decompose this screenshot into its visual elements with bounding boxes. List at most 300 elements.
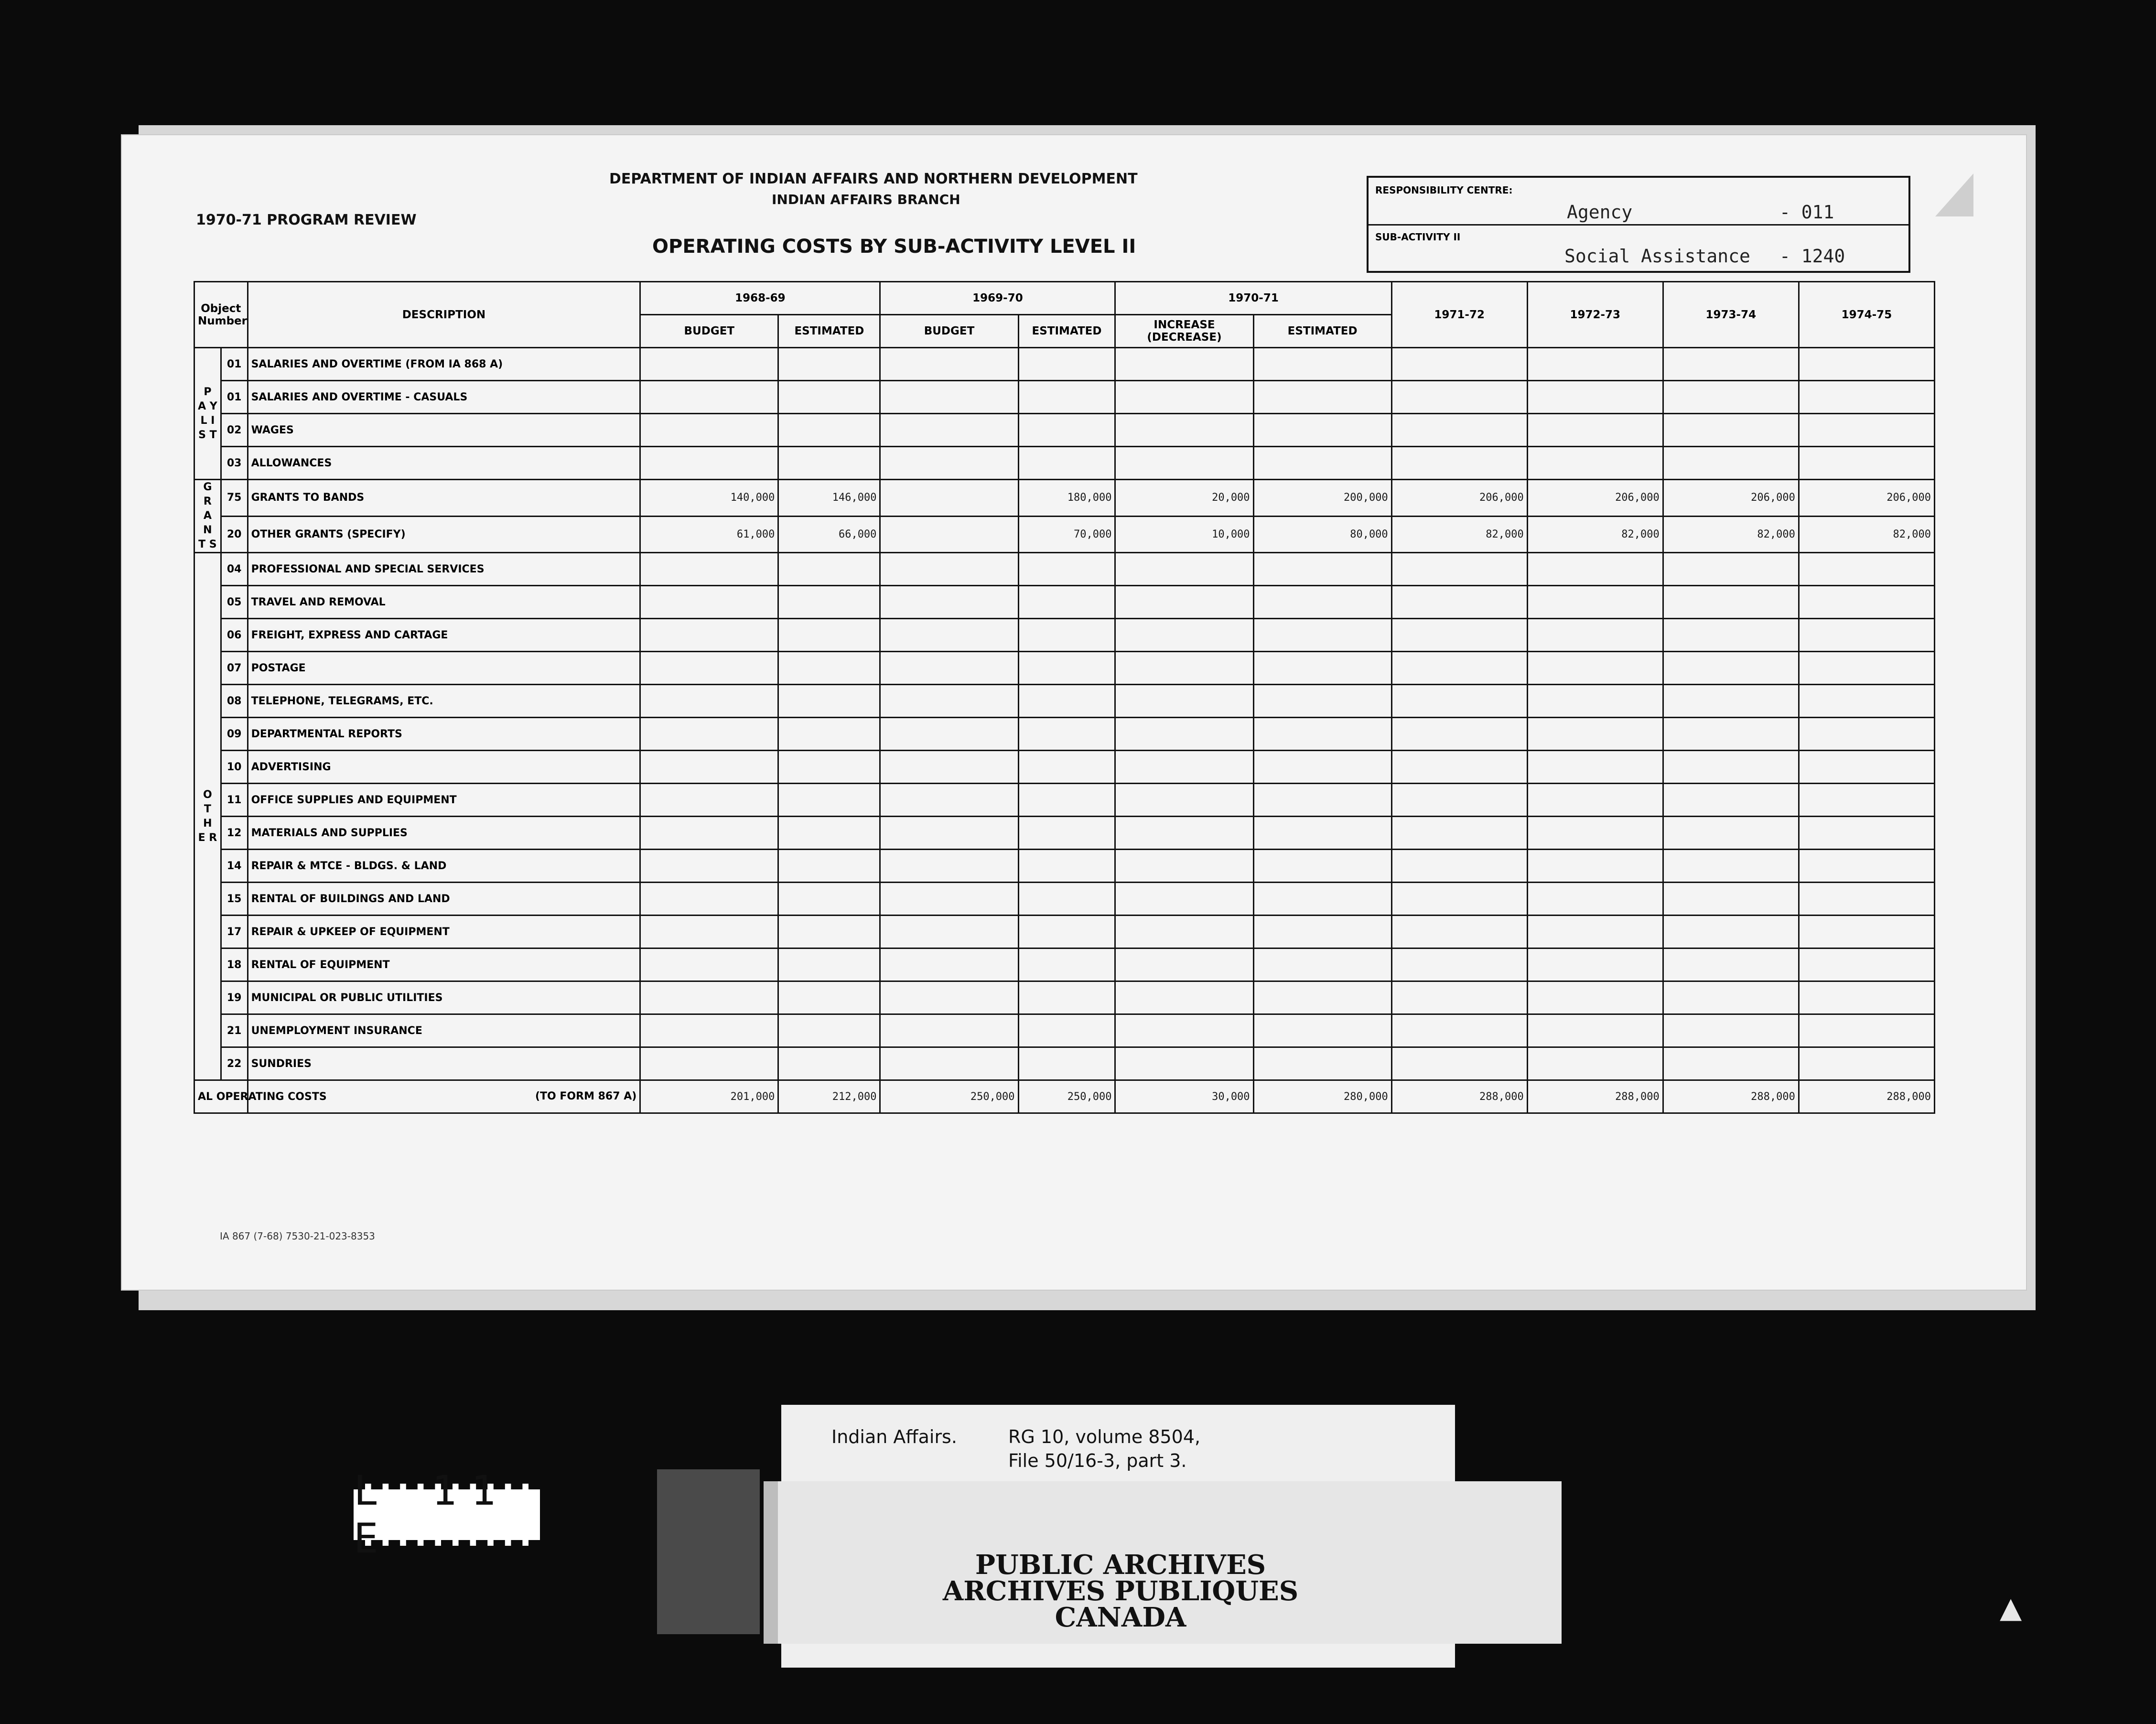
value-cell bbox=[880, 480, 1018, 517]
value-cell bbox=[640, 850, 778, 883]
value-cell bbox=[778, 981, 880, 1014]
operating-costs-table bbox=[194, 281, 1935, 1114]
value-cell bbox=[1115, 817, 1253, 850]
value-cell bbox=[1018, 751, 1115, 784]
value-cell bbox=[1799, 850, 1934, 883]
value-cell bbox=[1663, 1047, 1799, 1080]
description-cell: SUNDRIES bbox=[248, 1047, 640, 1080]
value-cell bbox=[880, 883, 1018, 916]
value-cell bbox=[1253, 981, 1391, 1014]
value-cell bbox=[1018, 348, 1115, 381]
object-number-cell: 07 bbox=[221, 652, 248, 685]
value-cell bbox=[1391, 1014, 1527, 1047]
value-cell bbox=[1018, 1047, 1115, 1080]
value-cell bbox=[640, 883, 778, 916]
total-label: AL OPERATING COSTS bbox=[194, 1080, 248, 1113]
object-number-cell: 10 bbox=[221, 751, 248, 784]
value-cell bbox=[880, 817, 1018, 850]
box-divider bbox=[1369, 224, 1908, 226]
value-cell bbox=[1018, 718, 1115, 751]
value-cell bbox=[1391, 784, 1527, 817]
description-cell: MUNICIPAL OR PUBLIC UTILITIES bbox=[248, 981, 640, 1014]
value-cell bbox=[1799, 652, 1934, 685]
other-group-label: O T H E R bbox=[194, 553, 221, 1080]
value-cell bbox=[1527, 817, 1663, 850]
value-cell bbox=[640, 553, 778, 586]
value-cell bbox=[1799, 685, 1934, 718]
value-cell bbox=[1018, 553, 1115, 586]
value-cell bbox=[1391, 447, 1527, 480]
value-cell bbox=[1391, 381, 1527, 414]
value-cell bbox=[1018, 447, 1115, 480]
object-number-cell: 21 bbox=[221, 1014, 248, 1047]
description-cell: RENTAL OF BUILDINGS AND LAND bbox=[248, 883, 640, 916]
value-cell: 206,000 bbox=[1663, 480, 1799, 517]
card-shadow-tab bbox=[657, 1469, 760, 1634]
description-cell: ALLOWANCES bbox=[248, 447, 640, 480]
value-cell bbox=[640, 981, 778, 1014]
value-cell bbox=[1018, 784, 1115, 817]
total-value-cell: 288,000 bbox=[1663, 1080, 1799, 1113]
value-cell bbox=[1663, 981, 1799, 1014]
responsibility-box bbox=[1367, 176, 1910, 273]
value-cell bbox=[640, 381, 778, 414]
value-cell bbox=[1527, 381, 1663, 414]
value-cell bbox=[640, 718, 778, 751]
value-cell bbox=[1391, 850, 1527, 883]
value-cell bbox=[1799, 619, 1934, 652]
value-cell bbox=[1391, 981, 1527, 1014]
table-row bbox=[194, 685, 1935, 718]
archive-file: File 50/16-3, part 3. bbox=[1008, 1450, 1187, 1471]
year-1973-header: 1973-74 bbox=[1663, 282, 1799, 348]
value-cell bbox=[1663, 586, 1799, 619]
value-cell: 82,000 bbox=[1799, 516, 1934, 553]
value-cell bbox=[1253, 652, 1391, 685]
value-cell bbox=[1115, 916, 1253, 948]
description-cell: FREIGHT, EXPRESS AND CARTAGE bbox=[248, 619, 640, 652]
value-cell bbox=[778, 916, 880, 948]
value-cell bbox=[1253, 447, 1391, 480]
table-row bbox=[194, 981, 1935, 1014]
value-cell bbox=[640, 751, 778, 784]
year-1974-header: 1974-75 bbox=[1799, 282, 1934, 348]
table-row bbox=[194, 948, 1935, 981]
value-cell bbox=[880, 619, 1018, 652]
description-cell: GRANTS TO BANDS bbox=[248, 480, 640, 517]
total-value-cell: 30,000 bbox=[1115, 1080, 1253, 1113]
value-cell bbox=[1527, 553, 1663, 586]
value-cell bbox=[1018, 586, 1115, 619]
sub-activity-label: SUB-ACTIVITY II bbox=[1375, 231, 1461, 243]
value-cell bbox=[1253, 948, 1391, 981]
value-cell bbox=[1253, 817, 1391, 850]
value-cell bbox=[1799, 414, 1934, 447]
object-number-cell: 75 bbox=[221, 480, 248, 517]
archive-stamp-line3: CANADA bbox=[1055, 1602, 1186, 1633]
value-cell bbox=[1018, 685, 1115, 718]
value-cell bbox=[1663, 850, 1799, 883]
description-cell: UNEMPLOYMENT INSURANCE bbox=[248, 1014, 640, 1047]
responsibility-centre-value: Agency bbox=[1567, 202, 1633, 223]
ledger-sheet bbox=[122, 135, 2026, 1290]
object-number-cell: 17 bbox=[221, 916, 248, 948]
value-cell: 20,000 bbox=[1115, 480, 1253, 517]
value-cell bbox=[1253, 348, 1391, 381]
description-cell: PROFESSIONAL AND SPECIAL SERVICES bbox=[248, 553, 640, 586]
value-cell: 10,000 bbox=[1115, 516, 1253, 553]
description-cell: TRAVEL AND REMOVAL bbox=[248, 586, 640, 619]
value-cell bbox=[1799, 586, 1934, 619]
value-cell bbox=[1115, 381, 1253, 414]
value-cell: 80,000 bbox=[1253, 516, 1391, 553]
value-cell bbox=[1115, 586, 1253, 619]
total-value-cell: 288,000 bbox=[1799, 1080, 1934, 1113]
value-cell bbox=[1018, 981, 1115, 1014]
value-cell: 146,000 bbox=[778, 480, 880, 517]
value-cell bbox=[1115, 948, 1253, 981]
value-cell bbox=[1018, 381, 1115, 414]
description-cell: RENTAL OF EQUIPMENT bbox=[248, 948, 640, 981]
value-cell bbox=[1799, 1014, 1934, 1047]
value-cell bbox=[1018, 414, 1115, 447]
year-1971-header: 1971-72 bbox=[1391, 282, 1527, 348]
value-cell bbox=[1115, 685, 1253, 718]
value-cell bbox=[880, 850, 1018, 883]
responsibility-centre-label: RESPONSIBILITY CENTRE: bbox=[1375, 184, 1513, 196]
description-cell: DEPARTMENTAL REPORTS bbox=[248, 718, 640, 751]
value-cell bbox=[1253, 850, 1391, 883]
value-cell bbox=[1253, 1014, 1391, 1047]
value-cell bbox=[1799, 784, 1934, 817]
object-number-cell: 14 bbox=[221, 850, 248, 883]
total-value-cell: 212,000 bbox=[778, 1080, 880, 1113]
table-row bbox=[194, 916, 1935, 948]
year-1969-header: 1969-70 bbox=[880, 282, 1115, 315]
value-cell bbox=[1663, 447, 1799, 480]
value-cell bbox=[778, 1047, 880, 1080]
value-cell bbox=[880, 948, 1018, 981]
value-cell bbox=[778, 817, 880, 850]
value-cell bbox=[1253, 553, 1391, 586]
value-cell bbox=[778, 850, 880, 883]
description-cell: ADVERTISING bbox=[248, 751, 640, 784]
value-cell bbox=[1115, 1047, 1253, 1080]
value-cell bbox=[1018, 948, 1115, 981]
value-cell bbox=[1663, 883, 1799, 916]
value-cell bbox=[640, 685, 778, 718]
object-number-cell: 06 bbox=[221, 619, 248, 652]
value-cell bbox=[880, 1014, 1018, 1047]
value-cell bbox=[880, 1047, 1018, 1080]
value-cell bbox=[880, 981, 1018, 1014]
folded-corner bbox=[1935, 173, 1973, 216]
value-cell bbox=[1391, 916, 1527, 948]
value-cell bbox=[1527, 751, 1663, 784]
object-number-cell: 11 bbox=[221, 784, 248, 817]
value-cell bbox=[880, 751, 1018, 784]
department-heading: DEPARTMENT OF INDIAN AFFAIRS AND NORTHERN DEVELOPMENT bbox=[609, 171, 1138, 187]
table-row bbox=[194, 883, 1935, 916]
value-cell bbox=[880, 586, 1018, 619]
sub-activity-value: Social Assistance bbox=[1564, 246, 1750, 267]
value-cell: 206,000 bbox=[1527, 480, 1663, 517]
value-cell bbox=[778, 718, 880, 751]
value-cell bbox=[880, 652, 1018, 685]
value-cell bbox=[880, 553, 1018, 586]
value-cell bbox=[1018, 916, 1115, 948]
value-cell bbox=[1253, 883, 1391, 916]
table-row bbox=[194, 381, 1935, 414]
value-cell bbox=[1527, 916, 1663, 948]
value-cell bbox=[778, 1014, 880, 1047]
value-cell bbox=[1663, 553, 1799, 586]
total-value-cell: 288,000 bbox=[1391, 1080, 1527, 1113]
object-number-cell: 19 bbox=[221, 981, 248, 1014]
value-cell bbox=[1799, 718, 1934, 751]
total-row bbox=[194, 1080, 1935, 1113]
object-number-cell: 02 bbox=[221, 414, 248, 447]
value-cell bbox=[1527, 784, 1663, 817]
value-cell bbox=[1391, 817, 1527, 850]
paylist-group-label: P A Y L I S T bbox=[194, 348, 221, 480]
value-cell bbox=[1391, 751, 1527, 784]
value-cell bbox=[1663, 916, 1799, 948]
estimated-c-header: ESTIMATED bbox=[1253, 315, 1391, 348]
value-cell bbox=[880, 348, 1018, 381]
table-row bbox=[194, 751, 1935, 784]
grants-group-label: G R A N T S bbox=[194, 480, 221, 553]
total-value-cell: 250,000 bbox=[880, 1080, 1018, 1113]
table-row bbox=[194, 652, 1935, 685]
value-cell bbox=[1018, 652, 1115, 685]
archive-tab-edge bbox=[764, 1481, 778, 1644]
archive-stamp-line2: ARCHIVES PUBLIQUES bbox=[942, 1575, 1299, 1607]
value-cell bbox=[1253, 414, 1391, 447]
value-cell bbox=[1391, 619, 1527, 652]
value-cell: 61,000 bbox=[640, 516, 778, 553]
estimated-b-header: ESTIMATED bbox=[1018, 315, 1115, 348]
value-cell bbox=[1663, 751, 1799, 784]
budget-b-header: BUDGET bbox=[880, 315, 1018, 348]
value-cell bbox=[640, 948, 778, 981]
table-row bbox=[194, 447, 1935, 480]
form-code: IA 867 (7-68) 7530-21-023-8353 bbox=[220, 1230, 375, 1242]
table-row bbox=[194, 1047, 1935, 1080]
value-cell bbox=[778, 381, 880, 414]
value-cell bbox=[1115, 718, 1253, 751]
value-cell bbox=[880, 685, 1018, 718]
value-cell: 140,000 bbox=[640, 480, 778, 517]
value-cell bbox=[1018, 883, 1115, 916]
table-row bbox=[194, 348, 1935, 381]
value-cell bbox=[1663, 414, 1799, 447]
value-cell bbox=[1391, 553, 1527, 586]
year-1970-header: 1970-71 bbox=[1115, 282, 1391, 315]
table-row bbox=[194, 414, 1935, 447]
description-cell: WAGES bbox=[248, 414, 640, 447]
table-row bbox=[194, 784, 1935, 817]
object-number-cell: 08 bbox=[221, 685, 248, 718]
value-cell bbox=[1663, 381, 1799, 414]
object-number-cell: 05 bbox=[221, 586, 248, 619]
value-cell: 70,000 bbox=[1018, 516, 1115, 553]
value-cell bbox=[778, 414, 880, 447]
object-number-cell: 03 bbox=[221, 447, 248, 480]
value-cell bbox=[778, 751, 880, 784]
table-row bbox=[194, 817, 1935, 850]
frame-number-label: L 11 E bbox=[354, 1484, 540, 1546]
archive-fonds: Indian Affairs. bbox=[831, 1426, 957, 1447]
value-cell bbox=[1253, 1047, 1391, 1080]
object-number-cell: 15 bbox=[221, 883, 248, 916]
value-cell bbox=[1115, 619, 1253, 652]
value-cell bbox=[1799, 447, 1934, 480]
value-cell bbox=[778, 652, 880, 685]
table-row bbox=[194, 586, 1935, 619]
value-cell bbox=[640, 447, 778, 480]
value-cell bbox=[1527, 586, 1663, 619]
value-cell bbox=[1527, 718, 1663, 751]
value-cell bbox=[1115, 751, 1253, 784]
table-row bbox=[194, 1014, 1935, 1047]
value-cell bbox=[1527, 685, 1663, 718]
object-number-cell: 01 bbox=[221, 348, 248, 381]
object-number-cell: 12 bbox=[221, 817, 248, 850]
value-cell bbox=[1391, 586, 1527, 619]
to-form-note: (TO FORM 867 A) bbox=[248, 1080, 640, 1113]
value-cell bbox=[1391, 348, 1527, 381]
archive-stamp-line1: PUBLIC ARCHIVES bbox=[975, 1549, 1266, 1581]
value-cell bbox=[640, 348, 778, 381]
value-cell bbox=[640, 414, 778, 447]
value-cell bbox=[1799, 883, 1934, 916]
value-cell bbox=[778, 619, 880, 652]
value-cell bbox=[640, 817, 778, 850]
value-cell bbox=[1663, 619, 1799, 652]
value-cell bbox=[1663, 784, 1799, 817]
budget-a-header: BUDGET bbox=[640, 315, 778, 348]
value-cell bbox=[1391, 1047, 1527, 1080]
value-cell bbox=[1391, 652, 1527, 685]
description-cell: REPAIR & UPKEEP OF EQUIPMENT bbox=[248, 916, 640, 948]
total-value-cell: 201,000 bbox=[640, 1080, 778, 1113]
value-cell bbox=[778, 348, 880, 381]
value-cell bbox=[778, 447, 880, 480]
value-cell bbox=[1527, 619, 1663, 652]
description-cell: OFFICE SUPPLIES AND EQUIPMENT bbox=[248, 784, 640, 817]
value-cell bbox=[1115, 652, 1253, 685]
object-number-cell: 04 bbox=[221, 553, 248, 586]
value-cell: 82,000 bbox=[1663, 516, 1799, 553]
value-cell: 66,000 bbox=[778, 516, 880, 553]
branch-heading: INDIAN AFFAIRS BRANCH bbox=[772, 192, 960, 207]
value-cell bbox=[1253, 381, 1391, 414]
value-cell bbox=[1253, 586, 1391, 619]
table-row bbox=[194, 480, 1935, 517]
description-cell: OTHER GRANTS (SPECIFY) bbox=[248, 516, 640, 553]
value-cell bbox=[1115, 1014, 1253, 1047]
value-cell: 82,000 bbox=[1527, 516, 1663, 553]
value-cell bbox=[1527, 414, 1663, 447]
responsibility-centre-code: - 011 bbox=[1779, 202, 1834, 223]
value-cell bbox=[1799, 981, 1934, 1014]
object-number-cell: 18 bbox=[221, 948, 248, 981]
value-cell bbox=[1663, 652, 1799, 685]
total-value-cell: 280,000 bbox=[1253, 1080, 1391, 1113]
value-cell bbox=[880, 516, 1018, 553]
object-number-cell: 20 bbox=[221, 516, 248, 553]
page-title: OPERATING COSTS BY SUB-ACTIVITY LEVEL II bbox=[652, 236, 1136, 258]
value-cell bbox=[1115, 348, 1253, 381]
table-row bbox=[194, 553, 1935, 586]
description-cell: MATERIALS AND SUPPLIES bbox=[248, 817, 640, 850]
value-cell bbox=[1253, 718, 1391, 751]
value-cell bbox=[1799, 553, 1934, 586]
value-cell: 206,000 bbox=[1799, 480, 1934, 517]
value-cell bbox=[1527, 1047, 1663, 1080]
value-cell bbox=[1253, 685, 1391, 718]
object-number-header: Object Number bbox=[194, 282, 248, 348]
value-cell bbox=[1527, 948, 1663, 981]
object-number-cell: 01 bbox=[221, 381, 248, 414]
pointer-mark-icon: ▲ bbox=[2000, 1591, 2022, 1625]
value-cell bbox=[1527, 652, 1663, 685]
total-value-cell: 288,000 bbox=[1527, 1080, 1663, 1113]
description-cell: TELEPHONE, TELEGRAMS, ETC. bbox=[248, 685, 640, 718]
value-cell bbox=[1663, 685, 1799, 718]
value-cell bbox=[778, 883, 880, 916]
value-cell bbox=[778, 553, 880, 586]
description-cell: SALARIES AND OVERTIME - CASUALS bbox=[248, 381, 640, 414]
value-cell bbox=[778, 948, 880, 981]
value-cell bbox=[778, 784, 880, 817]
value-cell bbox=[880, 784, 1018, 817]
value-cell bbox=[1799, 348, 1934, 381]
value-cell bbox=[880, 381, 1018, 414]
value-cell bbox=[1391, 948, 1527, 981]
value-cell bbox=[1115, 447, 1253, 480]
description-cell: SALARIES AND OVERTIME (FROM IA 868 A) bbox=[248, 348, 640, 381]
sub-activity-code: - 1240 bbox=[1779, 246, 1845, 267]
value-cell bbox=[880, 447, 1018, 480]
value-cell bbox=[1018, 817, 1115, 850]
table-row bbox=[194, 516, 1935, 553]
value-cell bbox=[1799, 817, 1934, 850]
value-cell bbox=[1527, 447, 1663, 480]
object-number-cell: 09 bbox=[221, 718, 248, 751]
value-cell: 206,000 bbox=[1391, 480, 1527, 517]
value-cell bbox=[1527, 348, 1663, 381]
value-cell bbox=[640, 586, 778, 619]
value-cell bbox=[1391, 718, 1527, 751]
value-cell bbox=[1527, 1014, 1663, 1047]
value-cell bbox=[880, 916, 1018, 948]
estimated-a-header: ESTIMATED bbox=[778, 315, 880, 348]
value-cell bbox=[640, 619, 778, 652]
object-number-cell: 22 bbox=[221, 1047, 248, 1080]
value-cell bbox=[1115, 414, 1253, 447]
value-cell bbox=[1115, 553, 1253, 586]
year-1968-header: 1968-69 bbox=[640, 282, 880, 315]
value-cell bbox=[1253, 751, 1391, 784]
value-cell bbox=[640, 652, 778, 685]
value-cell bbox=[1527, 850, 1663, 883]
value-cell bbox=[1018, 619, 1115, 652]
value-cell bbox=[1663, 817, 1799, 850]
table-row bbox=[194, 850, 1935, 883]
value-cell bbox=[1253, 619, 1391, 652]
